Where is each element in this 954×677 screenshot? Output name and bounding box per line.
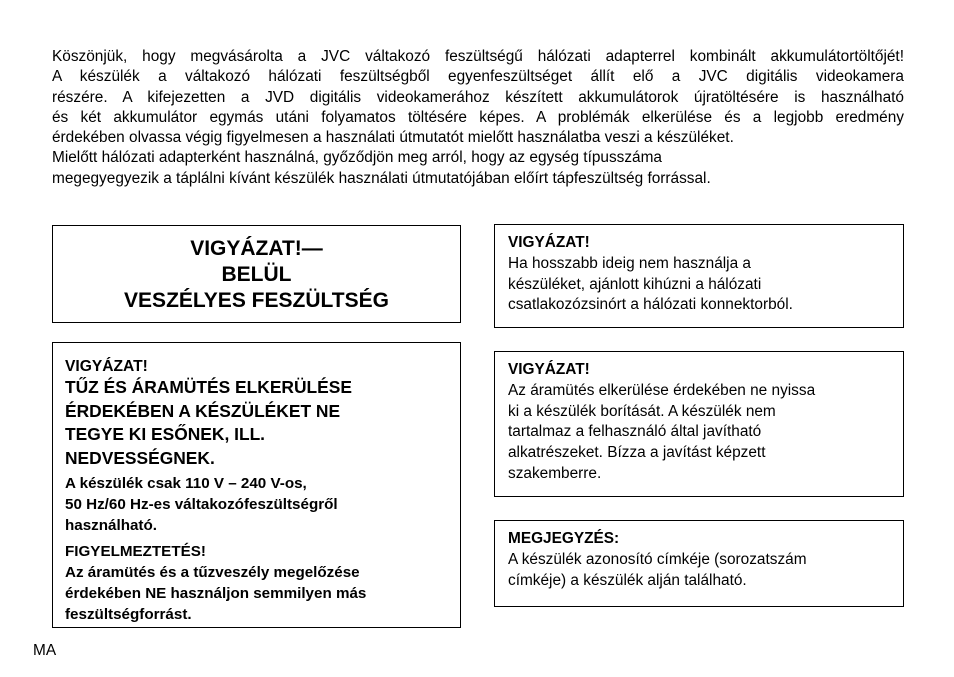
box-line: Az áramütés elkerülése érdekében ne nyissa bbox=[508, 381, 816, 399]
box-line: csatlakozózsinórt a hálózati konnektorból. bbox=[508, 296, 793, 314]
warning-block bbox=[65, 542, 450, 625]
intro-line: és két akkumulátor egymás utáni folyamatos töltésére képes. A problémák elkerülése és a legjobb eredmény bbox=[52, 108, 904, 126]
intro-line: részére. A kifejezetten a JVD digitális videokamerához készített akkumulátorok újratöltésére is használható bbox=[52, 88, 904, 106]
page-code: MA bbox=[33, 642, 57, 659]
fire-heading-line: NEDVESSÉGNEK. bbox=[65, 447, 215, 468]
box-line: A készülék azonosító címkéje (sorozatszám bbox=[508, 550, 807, 568]
intro-line: megegyegyezik a táplálni kívánt készülék használati útmutatójában előírt tápfeszültség forrással. bbox=[52, 169, 711, 187]
warning-line: Az áramütés és a tűzveszély megelőzése bbox=[65, 564, 360, 582]
box-line: címkéje) a készülék alján található. bbox=[508, 571, 747, 589]
intro-line: érdekében olvassa végig figyelmesen a használati útmutatót mielőtt használatba veszi a készüléket. bbox=[52, 129, 734, 147]
danger-line: VESZÉLYES FESZÜLTSÉG bbox=[124, 289, 389, 312]
box-title: VIGYÁZAT! bbox=[508, 361, 590, 378]
fire-heading-line: ÉRDEKÉBEN A KÉSZÜLÉKET NE bbox=[65, 400, 341, 421]
voltage-line: A készülék csak 110 V – 240 V-os, bbox=[65, 475, 307, 492]
danger-line: VIGYÁZAT!— bbox=[190, 237, 323, 260]
box-title: MEGJEGYZÉS: bbox=[508, 530, 620, 547]
box-line: Ha hosszabb ideig nem használja a bbox=[508, 254, 751, 272]
voltage-spec bbox=[65, 474, 450, 536]
voltage-line: használható. bbox=[65, 516, 157, 534]
danger-voltage-box bbox=[52, 225, 461, 323]
intro-line: A készülék a váltakozó hálózati feszültségből egyenfeszültséget állít elő a JVC digitális videokamera bbox=[52, 68, 904, 86]
intro-line: Köszönjük, hogy megvásárolta a JVC váltakozó feszültségű hálózati adapterrel kombinált akkumulátortöltőjét! bbox=[52, 48, 904, 65]
box-line: tartalmaz a felhasználó által javítható bbox=[508, 423, 762, 441]
voltage-line: 50 Hz/60 Hz-es váltakozófeszültségről bbox=[65, 495, 338, 513]
warning-line: érdekében NE használjon semmilyen más bbox=[65, 584, 367, 602]
danger-line: BELÜL bbox=[221, 263, 292, 286]
do-not-open-caution-box bbox=[494, 351, 904, 497]
box-line: ki a készülék borítását. A készülék nem bbox=[508, 402, 776, 420]
caution-label: VIGYÁZAT! bbox=[65, 358, 148, 375]
fire-shock-warning-box bbox=[52, 342, 461, 628]
box-title: VIGYÁZAT! bbox=[508, 234, 590, 251]
fire-heading-line: TEGYE KI ESŐNEK, ILL. bbox=[65, 424, 266, 444]
fire-heading-line: TŰZ ÉS ÁRAMÜTÉS ELKERÜLÉSE bbox=[65, 377, 352, 397]
box-line: szakemberre. bbox=[508, 464, 602, 482]
box-line: alkatrészeket. Bízza a javítást képzett bbox=[508, 444, 766, 462]
unplug-caution-box bbox=[494, 224, 904, 328]
intro-paragraph bbox=[52, 47, 904, 189]
box-line: készüléket, ajánlott kihúzni a hálózati bbox=[508, 275, 762, 293]
warning-line: feszültségforrást. bbox=[65, 605, 192, 623]
warning-title: FIGYELMEZTETÉS! bbox=[65, 543, 206, 561]
label-note-box bbox=[494, 520, 904, 607]
intro-line: Mielőtt hálózati adapterként használná, győződjön meg arról, hogy az egység típusszáma bbox=[52, 149, 662, 167]
